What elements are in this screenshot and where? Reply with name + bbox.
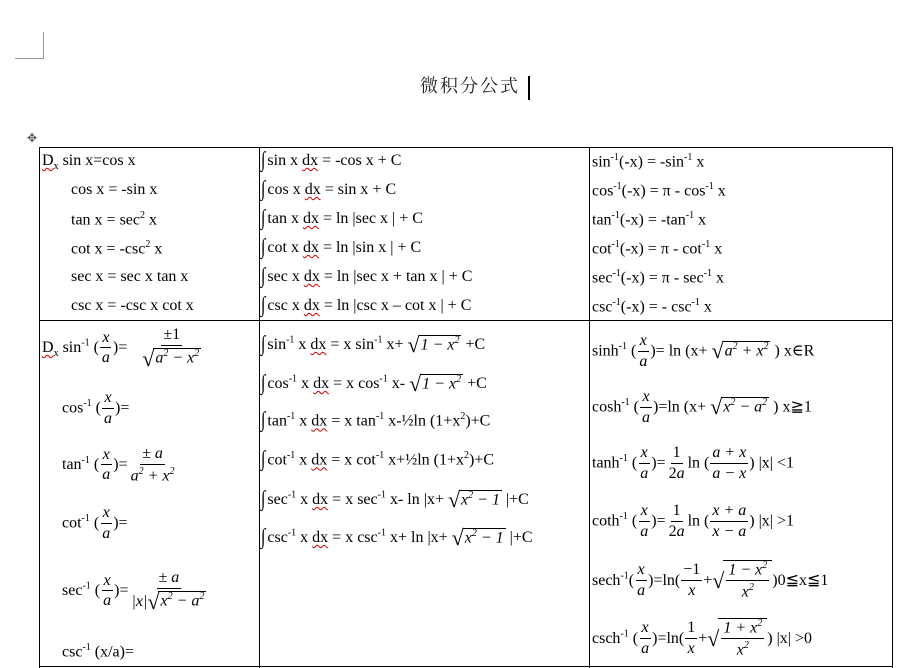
formula-line: $\tanh^{-1}$ ( $\frac{x}{a}$ )= $\frac{1}{2a}$ ln ( $\frac{a + x}{a - x}$ ) |x| <1	[592, 444, 795, 482]
formula-line: $\cosh^{-1}$ ( $\frac{x}{a}$ )=ln ($x+ √x^2 - a^2$ ) x≧1	[592, 388, 812, 426]
formula-line: sech$^{-1}$( $\frac{x}{a}$ )=ln( $\frac{-1}{x}$ +√ $\frac{1 - x^2}{x^2}$ )0≦x≦1	[592, 560, 829, 601]
formula-line: ∫ $\tan^{-1} x$ dx = x $\tan^{-1}$ x-½ln $(1+x^2)+C$	[261, 409, 491, 433]
formula-line: csch$^{-1}$ ( $\frac{x}{a}$ )=ln( $\frac{1}{x}$ +√ $\frac{1 + x^2}{x^2}$ ) |x| >0	[592, 618, 813, 659]
formula-line: ∫ tan x dx = ln |sec x | + C	[261, 206, 423, 230]
formula-line: $\cot^{-1}(-x) = \pi - \cot^{-1} x$	[592, 239, 723, 258]
formula-line: cos x = -sin x	[71, 181, 158, 198]
formula-line: sec x = sec x tan x	[71, 268, 189, 285]
formula-line: ∫ sin x dx = -cos x + C	[261, 148, 402, 172]
formula-line: $\sin^{-1}(-x) = -\sin^{-1}$ x	[592, 152, 705, 171]
formula-line: $D_x$ $\sin^{-1}$ ( $\frac{x}{a}$ )= $\frac{\pm 1}{√a^2 - x^2}$	[42, 326, 200, 371]
formula-line: $\cos^{-1}(-x) = \pi - \cos^{-1} x$	[592, 181, 726, 200]
formula-line: ∫ cos x dx = sin x + C	[261, 177, 397, 201]
table-move-handle-icon[interactable]: ✥	[27, 131, 38, 145]
table-border-left	[39, 147, 40, 668]
formula-line: ∫ csc x dx = ln |csc x – cot x | + C	[261, 293, 472, 317]
table-border-bottom	[39, 666, 893, 667]
formula-line: ∫ sec x dx = ln |sec x + tan x | + C	[261, 264, 473, 288]
formula-line: ∫ $\sin^{-1} x$ dx = x $\sin^{-1} x+ √1 - x^2 +C$	[261, 332, 486, 357]
formula-line: coth$^{-1}$ ( $\frac{x}{a}$ )= $\frac{1}{2a}$ ln ( $\frac{x + a}{x - a}$ ) |x| >1	[592, 502, 795, 540]
formula-line: $\cot x = -\csc^2$ x	[71, 239, 163, 258]
text-cursor	[528, 76, 530, 100]
formula-line: $\cot^{-1}$ ( $\frac{x}{a}$ )=	[62, 504, 128, 542]
table-column-divider	[589, 147, 590, 668]
table-border-top	[39, 147, 893, 148]
formula-line: $\tan^{-1}$ ( $\frac{x}{a}$ )= $\frac{\pm a}{a^2 + x^2}$	[62, 445, 175, 485]
formula-line: $\csc^{-1}(-x)$ = - $\csc^{-1} x$	[592, 297, 712, 316]
formula-line: ∫ cot x dx = ln |sin x | + C	[261, 235, 422, 259]
formula-line: $\cos^{-1}$ ( $\frac{x}{a}$ )=	[62, 389, 130, 427]
formula-line: ∫ $\cot^{-1} x$ dx = x $\cot^{-1}$ x+½ln $(1+x^2)+C$	[261, 448, 495, 472]
formula-line: $\sec^{-1}(-x) = \pi - \sec^{-1} x$	[592, 268, 724, 287]
formula-line: ∫ $\cos^{-1} x$ dx = x $\cos^{-1} x-$ $√1 - x^2 +C$	[261, 371, 487, 396]
formula-line: csc x = -csc x cot x	[71, 297, 194, 314]
table-row-divider	[39, 320, 893, 321]
formula-line: ∫ $\csc^{-1} x$ dx = x $\csc^{-1} x+ \ln |x+ √x^2 - 1$ |+C	[261, 525, 533, 550]
table-border-right	[892, 147, 893, 668]
formula-line: $D_x$ sin x=cos x	[42, 152, 136, 173]
document-title: 微积分公式	[420, 76, 520, 97]
formula-line: $\tan^{-1}(-x) = -\tan^{-1}$ x	[592, 210, 707, 229]
formula-line: $\sinh^{-1}$ ( $\frac{x}{a}$ )= $\ln (x+ √a^2 + x^2$ ) x∈R	[592, 332, 815, 370]
formula-line: $\sec^{-1}$ ( $\frac{x}{a}$ )= $\frac{\pm a}{|x|√x^2 - a^2}$	[62, 569, 205, 614]
formula-line: ∫ $\sec^{-1} x$ dx = x $\sec^{-1} x-$ $\ln |x+ √x^2 - 1$ |+C	[261, 487, 529, 512]
page-corner-marker	[15, 32, 44, 59]
table-column-divider	[259, 147, 260, 668]
formula-line: $\csc^{-1} (x/a)=$	[62, 642, 135, 661]
formula-line: $\tan x = \sec^2 x$	[71, 210, 157, 229]
